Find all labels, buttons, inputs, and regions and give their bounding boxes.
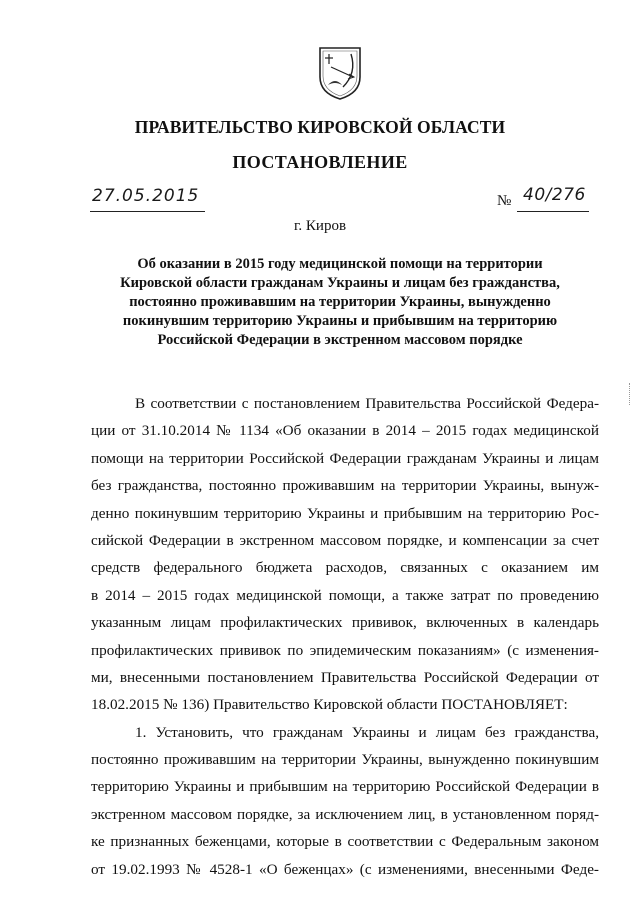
body-line: 1. Установить, что гражданам Украины и лицам без гражданства, [135, 723, 599, 741]
body-line: в 2014 – 2015 годах медицинской помощи, а также затрат по проведению [91, 586, 599, 604]
body-line: денно покинувшим территорию Украины и прибывшим на территорию Рос- [91, 504, 599, 522]
body-line: 18.02.2015 № 136) Правительство Кировской области ПОСТАНОВЛЯЕТ: [91, 696, 568, 714]
title-line: Российской Федерации в экстренном массовом порядке [157, 332, 523, 348]
document-date-field [90, 187, 205, 212]
document-type: ПОСТАНОВЛЕНИЕ [232, 152, 408, 172]
document-number-field [517, 187, 589, 212]
number-label: № [497, 193, 512, 209]
body-line: экстренном массовом порядке, за исключением лиц, в установленном поряд- [91, 805, 599, 823]
body-line: ции от 31.10.2014 № 1134 «Об оказании в 2014 – 2015 годах медицинской [91, 422, 599, 440]
body-line: указанным лицам профилактических прививок, включенных в календарь [91, 614, 599, 632]
body-line: профилактических прививок по эпидемическим показаниям» (с изменения- [91, 641, 599, 659]
body-line: постоянно проживавшим на территории Украины, вынужденно покинувшим [91, 751, 599, 769]
document-body [91, 390, 599, 883]
body-line: помощи на территории Российской Федерации гражданам Украины и лицам [91, 449, 599, 467]
document-title [100, 255, 580, 350]
body-line: средств федерального бюджета расходов, связанных с оказанием им [91, 559, 599, 577]
body-line: сийской Федерации в экстренном массовом порядке, и компенсации за счет [91, 531, 599, 549]
document-number: 40/276 [523, 185, 586, 205]
body-line: ке признанных беженцами, которые в соответствии с Федеральным законом [91, 833, 599, 851]
body-line: от 19.02.1993 № 4528-1 «О беженцах» (с изменениями, внесенными Феде- [91, 860, 599, 878]
title-line: Кировской области гражданам Украины и лицам без гражданства, [120, 275, 560, 291]
coat-of-arms-icon [317, 45, 363, 101]
body-line: В соответствии с постановлением Правительства Российской Федера- [135, 395, 599, 412]
body-line: территорию Украины и прибывшим на территорию Российской Федерации в [91, 778, 599, 796]
title-line: покинувшим территорию Украины и прибывшим на территорию [122, 313, 558, 329]
title-line: Об оказании в 2015 году медицинской помощи на территории [137, 256, 543, 272]
margin-mark [629, 383, 634, 405]
body-line: без гражданства, постоянно проживавшим на территории Украины, вынуж- [91, 477, 599, 495]
organization-name: ПРАВИТЕЛЬСТВО КИРОВСКОЙ ОБЛАСТИ [134, 117, 506, 137]
body-line: ми, внесенными постановлением Правительства Российской Федерации от [91, 668, 599, 686]
city-name: г. Киров [293, 218, 347, 234]
title-line: постоянно проживавшим на территории Украины, вынужденно [129, 294, 551, 310]
document-date: 27.05.2015 [92, 186, 200, 206]
